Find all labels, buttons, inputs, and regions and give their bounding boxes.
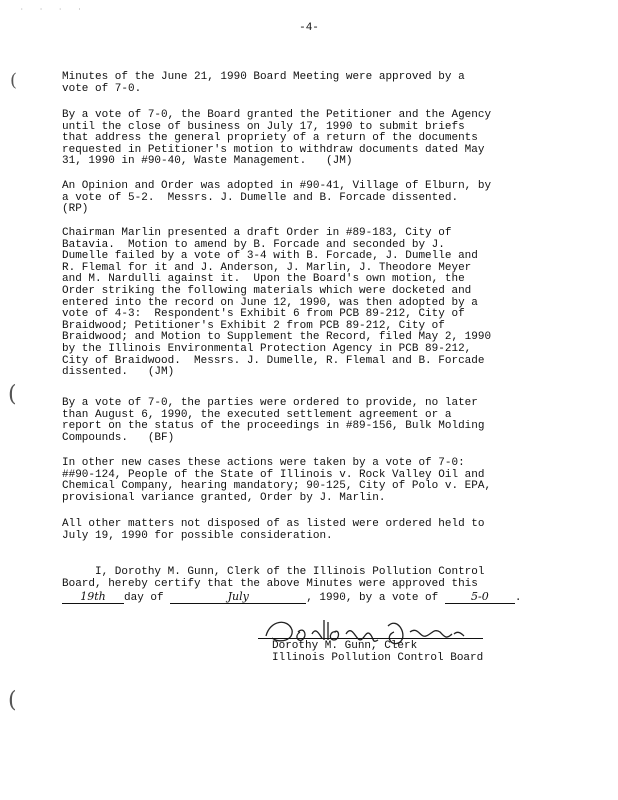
signature-block	[272, 641, 483, 664]
signer-title: Illinois Pollution Control Board	[272, 651, 484, 664]
binder-hole-mark: (	[8, 382, 17, 407]
day-label: day of	[124, 591, 164, 604]
certification-line-1: I, Dorothy M. Gunn, Clerk of the Illinois Pollution Control	[62, 566, 485, 578]
paragraph-matters-held: All other matters not disposed of as listed were ordered held to July 19, 1990 for possible consideration.	[62, 518, 485, 542]
vote-blank: 5-0	[445, 591, 515, 604]
month-blank: July	[170, 591, 306, 604]
day-blank: 19th	[62, 591, 124, 604]
paragraph-briefs-order: By a vote of 7-0, the Board granted the Petitioner and the Agency until the close of business on July 17, 1990 to submit briefs that address the general propriety of a return of the documents requested in Petitioner's motion to withdraw documents dated May 31, 1990 in #90-40, Waste Management. (JM)	[62, 109, 492, 168]
paragraph-bulk-molding: By a vote of 7-0, the parties were ordered to provide, no later than August 6, 1990, the executed settlement agreement or a report on the status of the proceedings in #89-156, Bulk Molding Compounds. (BF)	[62, 397, 485, 444]
signature-line	[258, 638, 483, 639]
paragraph-batavia-order: Chairman Marlin presented a draft Order in #89-183, City of Batavia. Motion to amend by B. Forcade and seconded by J. Dumelle failed by a vote of 3-4 with B. Forcade, J. Dumelle and R. Flemal for it and J. Anderson, J. Marlin, J. Theodore Meyer and M. Nardulli against it. Upon the Board's own motion, the Order striking the following materials which were docketed and entered into the record on June 12, 1990, was then adopted by a vote of 4-3: Respondent's Exhibit 6 from PCB 89-212, City of Braidwood; Petitioner's Exhibit 2 from PCB 89-212, City of Braidwood; and Motion to Supplement the Record, filed May 2, 1990 by the Illinois Environmental Protection Agency in PCB 89-212, City of Braidwood. Messrs. J. Dumelle, R. Flemal and B. Forcade dissented. (JM)	[62, 227, 492, 379]
paragraph-minutes-approved: Minutes of the June 21, 1990 Board Meeting were approved by a vote of 7-0.	[62, 71, 465, 95]
paragraph-elburn-opinion: An Opinion and Order was adopted in #90-41, Village of Elburn, by a vote of 5-2. Messrs. J. Dumelle and B. Forcade dissented. (RP)	[62, 180, 492, 216]
certification-line-2: Board, hereby certify that the above Minutes were approved this	[62, 577, 478, 590]
certification-text	[62, 567, 542, 604]
binder-hole-mark: (	[8, 688, 17, 713]
page-number: -4-	[299, 22, 319, 34]
paragraph-new-cases: In other new cases these actions were taken by a vote of 7-0: ##90-124, People of the State of Illinois v. Rock Valley Oil and Chemical Company, hearing mandatory; 90-125, City of Polo v. EPA, provisional variance granted, Order by J. Marlin.	[62, 457, 492, 504]
certification-end: .	[514, 591, 522, 604]
scan-speckles: · · · ·	[20, 6, 88, 13]
signer-name: Dorothy M. Gunn, Clerk	[272, 640, 418, 652]
binder-hole-mark: (	[10, 70, 18, 91]
year-text: , 1990, by a vote of	[306, 591, 439, 604]
